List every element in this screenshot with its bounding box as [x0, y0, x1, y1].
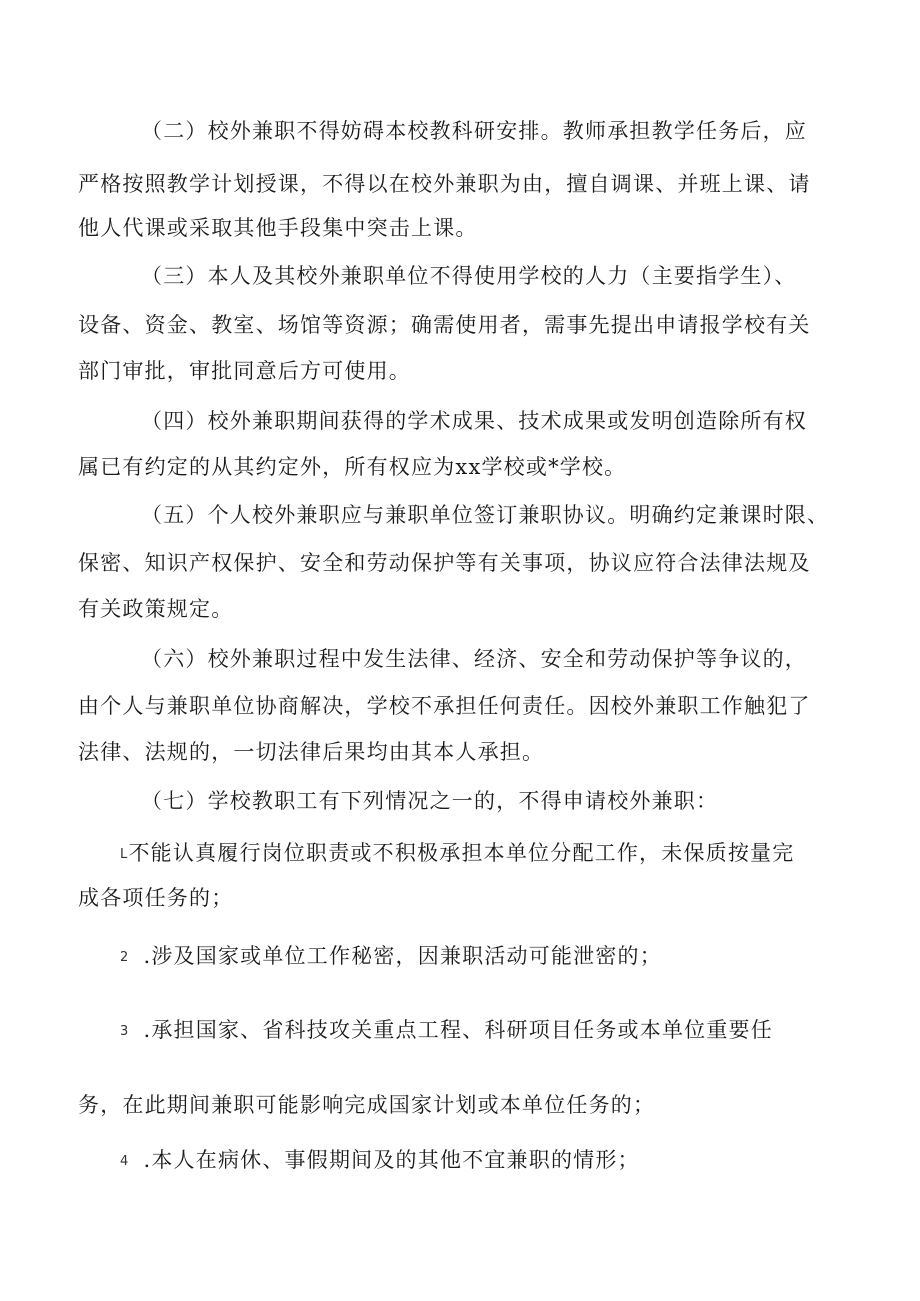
list-item-2-text: .涉及国家或单位工作秘密，因兼职活动可能泄密的； [143, 944, 662, 968]
paragraph-4-line-2: 属已有约定的从其约定外，所有权应为xx学校或*学校。 [78, 455, 627, 479]
paragraph-3-line-2: 设备、资金、教室、场馆等资源；确需使用者，需事先提出申请报学校有关 [78, 313, 811, 337]
paragraph-3-line-3: 部门审批，审批同意后方可使用。 [78, 359, 411, 383]
paragraph-5-line-2: 保密、知识产权保护、安全和劳动保护等有关事项，协议应符合法律法规及 [78, 551, 811, 575]
paragraph-2-line-1: （二）校外兼职不得妨碍本校教科研安排。教师承担教学任务后，应 [141, 119, 807, 143]
list-item-1-text: 不能认真履行岗位职责或不积极承担本单位分配工作，未保质按量完 [128, 841, 795, 865]
list-item-1-marker: L [120, 846, 129, 862]
paragraph-5-line-1: （五）个人校外兼职应与兼职单位签订兼职协议。明确约定兼课时限、 [141, 503, 830, 527]
list-item-4-line-1 [120, 1146, 640, 1176]
list-item-4-text: .本人在病休、事假期间及的其他不宜兼职的情形； [143, 1148, 640, 1172]
list-item-3-line-1 [120, 1016, 773, 1046]
paragraph-5-line-3: 有关政策规定。 [78, 597, 234, 621]
list-item-4-marker: 4 [120, 1153, 130, 1169]
list-item-1-line-2: 成各项任务的； [78, 886, 234, 910]
list-item-1-line-1 [120, 839, 794, 869]
list-item-3-text: .承担国家、省科技攻关重点工程、科研项目任务或本单位重要任 [143, 1018, 773, 1042]
paragraph-3-line-1: （三）本人及其校外兼职单位不得使用学校的人力（主要指学生）、 [141, 264, 797, 288]
list-item-2-marker: 2 [120, 949, 130, 965]
list-item-3-line-2: 务，在此期间兼职可能影响完成国家计划或本单位任务的； [78, 1093, 656, 1117]
paragraph-2-line-2: 严格按照教学计划授课，不得以在校外兼职为由，擅自调课、并班上课、请 [78, 172, 811, 196]
list-item-2-line-1 [120, 942, 662, 972]
paragraph-7-line-1: （七）学校教职工有下列情况之一的，不得申请校外兼职： [141, 789, 719, 813]
list-item-3-marker: 3 [120, 1023, 130, 1039]
paragraph-4-line-1: （四）校外兼职期间获得的学术成果、技术成果或发明创造除所有权 [141, 409, 807, 433]
paragraph-6-line-3: 法律、法规的，一切法律后果均由其本人承担。 [78, 740, 545, 764]
paragraph-6-line-2: 由个人与兼职单位协商解决，学校不承担任何责任。因校外兼职工作触犯了 [78, 694, 811, 718]
paragraph-6-line-1: （六）校外兼职过程中发生法律、经济、安全和劳动保护等争议的， [141, 647, 807, 671]
paragraph-2-line-3: 他人代课或采取其他手段集中突击上课。 [78, 216, 478, 240]
